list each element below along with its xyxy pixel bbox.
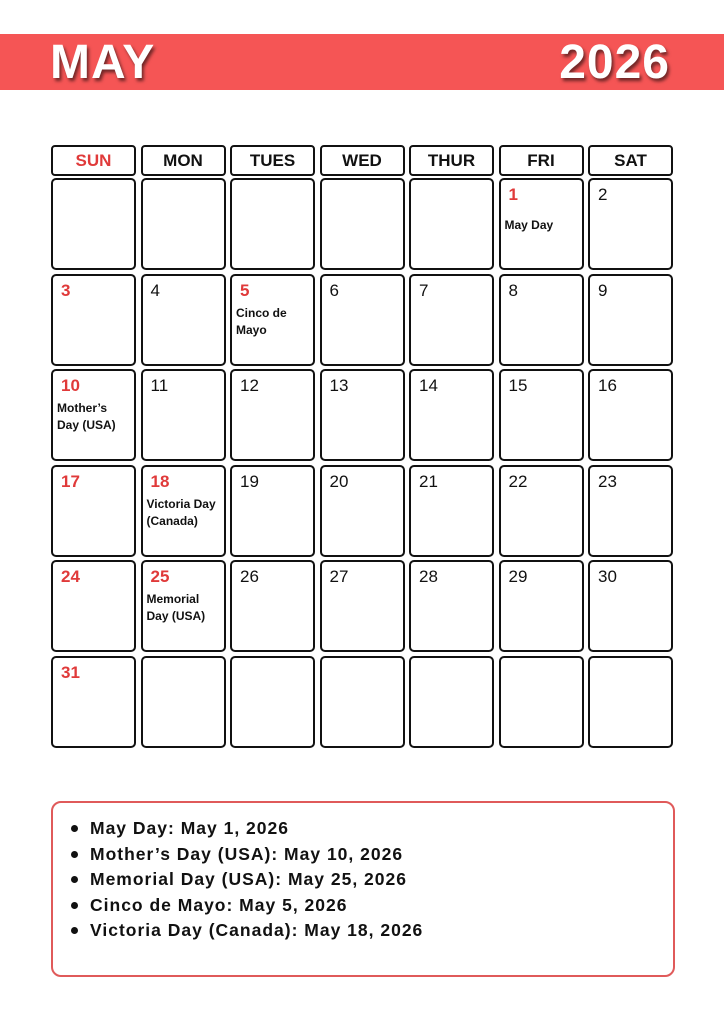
day-number: 31 — [61, 662, 80, 682]
holiday-list-text: Victoria Day (Canada): May 18, 2026 — [90, 920, 424, 940]
day-number: 12 — [240, 376, 259, 395]
day-number: 23 — [598, 471, 617, 491]
holiday-label: Cinco de Mayo — [236, 305, 287, 337]
bullet-icon — [71, 927, 78, 934]
holiday-list-item — [71, 893, 423, 919]
bullet-icon — [71, 825, 78, 832]
year-title: 2026 — [559, 36, 670, 89]
weekday-header-row — [51, 145, 675, 177]
day-cell — [499, 178, 584, 270]
day-cell — [320, 274, 405, 366]
holiday-list-text: Cinco de Mayo: May 5, 2026 — [90, 894, 348, 915]
holiday-label: May Day — [504, 218, 554, 232]
day-cell — [230, 369, 315, 461]
day-cell — [588, 274, 673, 366]
month-title: MAY — [50, 36, 156, 89]
day-number: 14 — [419, 376, 438, 395]
day-number: 3 — [61, 280, 71, 300]
day-cell — [320, 465, 405, 557]
day-cell — [588, 369, 673, 461]
day-cell — [499, 560, 584, 652]
day-cell — [588, 656, 673, 748]
day-cell — [409, 178, 494, 270]
day-number: 19 — [240, 471, 259, 491]
day-number: 11 — [150, 376, 169, 395]
day-number: 7 — [419, 280, 429, 300]
day-number: 5 — [240, 280, 250, 300]
day-number: 25 — [150, 567, 170, 586]
day-cell — [409, 465, 494, 557]
holiday-notes-box — [51, 801, 675, 977]
day-cell — [499, 369, 584, 461]
day-number: 22 — [508, 471, 528, 491]
weekday-header-3: WED — [320, 145, 405, 176]
holiday-list-item — [71, 918, 423, 944]
holiday-list-text: Memorial Day (USA): May 25, 2026 — [90, 869, 407, 889]
day-number: 8 — [508, 280, 518, 300]
day-cell — [499, 465, 584, 557]
weekday-header-4: THUR — [409, 145, 494, 176]
day-number: 29 — [508, 567, 528, 586]
day-cell — [230, 656, 315, 748]
day-cell — [320, 178, 405, 270]
day-number: 24 — [61, 567, 80, 586]
day-cell — [141, 178, 226, 270]
bullet-icon — [71, 851, 78, 858]
day-number: 13 — [329, 376, 349, 395]
day-cell — [588, 465, 673, 557]
holiday-label: Victoria Day (Canada) — [146, 496, 216, 528]
day-number: 6 — [329, 280, 339, 300]
holiday-list — [71, 816, 423, 944]
weekday-header-2: TUES — [230, 145, 315, 176]
bullet-icon — [71, 876, 78, 883]
day-cell — [409, 560, 494, 652]
day-cell — [51, 560, 136, 652]
day-number: 1 — [508, 185, 518, 204]
day-number: 18 — [150, 471, 170, 491]
day-number: 20 — [329, 471, 349, 491]
day-cell — [409, 274, 494, 366]
day-cell — [409, 656, 494, 748]
holiday-list-text: Mother’s Day (USA): May 10, 2026 — [90, 843, 404, 864]
day-cell — [141, 560, 226, 652]
calendar-grid — [51, 178, 675, 748]
day-cell — [320, 656, 405, 748]
day-number: 27 — [329, 567, 349, 586]
holiday-list-item — [71, 816, 423, 842]
day-cell — [409, 369, 494, 461]
weekday-header-5: FRI — [499, 145, 584, 176]
day-number: 28 — [419, 567, 438, 586]
day-cell — [588, 178, 673, 270]
day-cell — [230, 274, 315, 366]
holiday-list-item — [71, 842, 423, 868]
day-number: 15 — [508, 376, 528, 395]
day-number: 9 — [598, 280, 608, 300]
day-cell — [230, 178, 315, 270]
holiday-label: Mother’s Day (USA) — [57, 401, 116, 432]
day-cell — [51, 656, 136, 748]
day-cell — [230, 465, 315, 557]
day-number: 2 — [598, 185, 608, 204]
day-cell — [499, 274, 584, 366]
day-number: 10 — [61, 376, 80, 395]
day-cell — [141, 465, 226, 557]
day-number: 16 — [598, 376, 617, 395]
day-cell — [51, 465, 136, 557]
day-cell — [320, 369, 405, 461]
day-number: 17 — [61, 471, 80, 491]
day-cell — [141, 274, 226, 366]
weekday-header-0: SUN — [51, 145, 136, 176]
day-cell — [51, 178, 136, 270]
bullet-icon — [71, 902, 78, 909]
day-number: 26 — [240, 567, 259, 586]
day-cell — [141, 656, 226, 748]
day-number: 30 — [598, 567, 617, 586]
day-cell — [51, 369, 136, 461]
day-cell — [230, 560, 315, 652]
day-number: 4 — [150, 280, 160, 300]
day-number: 21 — [419, 471, 438, 491]
day-cell — [499, 656, 584, 748]
holiday-label: Memorial Day (USA) — [146, 592, 206, 623]
day-cell — [320, 560, 405, 652]
holiday-list-text: May Day: May 1, 2026 — [90, 818, 289, 838]
day-cell — [588, 560, 673, 652]
day-cell — [141, 369, 226, 461]
holiday-list-item — [71, 867, 423, 893]
weekday-header-6: SAT — [588, 145, 673, 176]
day-cell — [51, 274, 136, 366]
month-header-bar — [0, 34, 724, 90]
weekday-header-1: MON — [141, 145, 226, 176]
